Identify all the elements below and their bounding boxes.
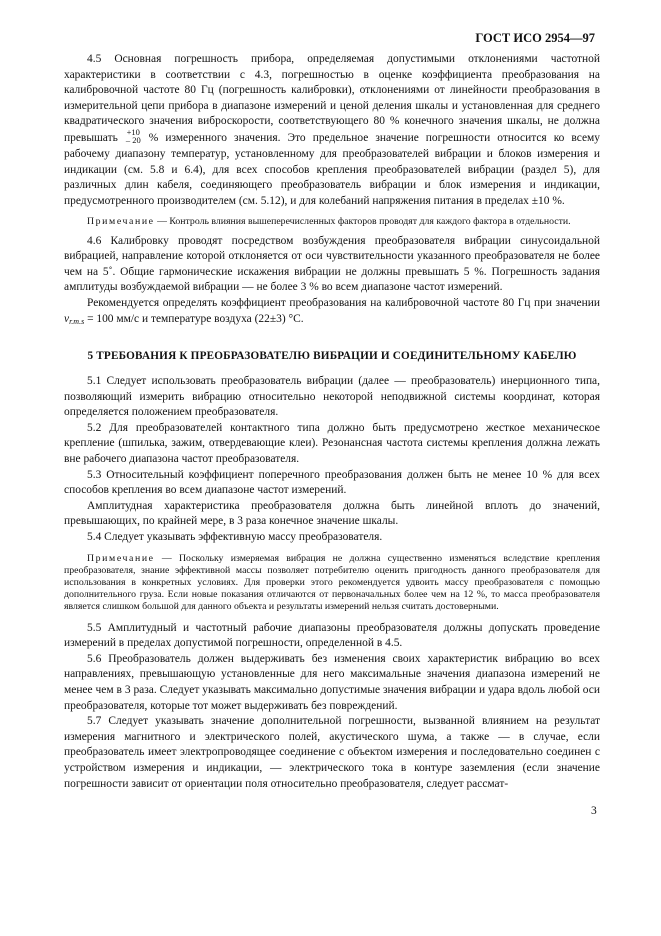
tolerance-fraction [126, 128, 141, 145]
tolerance-lower: – 20 [125, 135, 141, 146]
paragraph-4-6-recommendation [64, 296, 600, 329]
note-1 [64, 216, 600, 228]
paragraph-4-5-part-a: 4.5 Основная погрешность прибора, определяемая допустимыми отклонениями частотной характеристики в соответствии с 4.3, погрешностью в оценке коэффициента преобразования на калибровочной частоте 80 Гц (погрешность калибровки), отклонениями от линейности преобразования в измерительной цепи прибора в диапазоне измерений и ценой деления шкалы и установленная для среднего квадратического значения виброскорости, соответствующего 80 % конечного значения шкалы, не должна превышать [64, 53, 600, 145]
tolerance-upper: +10 [126, 126, 140, 137]
recommendation-part-b: = 100 мм/с и температуре воздуха (22±3) °С. [84, 312, 304, 325]
paragraph-5-3: 5.3 Относительный коэффициент поперечного преобразования должен быть не менее 10 % для всех способов крепления во всем диапазоне частот измерений. [64, 468, 600, 497]
paragraph-5-5: 5.5 Амплитудный и частотный рабочие диапазоны преобразователя должны допускать проведение измерений в пределах допустимой погрешности, определенной в 4.5. [64, 621, 600, 650]
note-2-label: Примечание [87, 552, 155, 564]
paragraph-5-4: 5.4 Следует указывать эффективную массу преобразователя. [87, 531, 383, 544]
page-number: 3 [591, 805, 597, 817]
recommendation-part-a: Рекомендуется определять коэффициент преобразования на калибровочной частоте 80 Гц при значении [87, 296, 600, 309]
velocity-subscript: r.m.s [69, 316, 85, 326]
note-2-text: — Поскольку измеряемая вибрация не должна существенно изменяться вследствие крепления преобразователя, знание эффективной массы позволяет потребителю оценить пригодность данного преобразователя для использования в конкретных условиях. Для проверки этого рекомендуется удвоить массу преобразователя с помощью дополнительного груза. Если новые показания отличаются от первоначальных более чем на 12 %, то масса преобразователя является слишком большой для данного объекта и результаты измерений нельзя считать достоверными. [64, 552, 600, 613]
note-1-text: — Контроль влияния вышеперечисленных факторов проводят для каждого фактора в отдельности. [154, 216, 571, 228]
paragraph-5-1: 5.1 Следует использовать преобразователь вибрации (далее — преобразователь) инерционного типа, позволяющий измерить вибрацию относительно некоторой неподвижной системы координат, которая определяется положением преобразователя. [64, 375, 600, 419]
paragraph-5-3-amplitude: Амплитудная характеристика преобразователя должна быть линейной вплоть до значений, превышающих, по крайней мере, в 3 раза конечное значение шкалы. [64, 499, 600, 528]
document-body [64, 52, 600, 792]
section-5-title: 5 ТРЕБОВАНИЯ К ПРЕОБРАЗОВАТЕЛЮ ВИБРАЦИИ И СОЕДИНИТЕЛЬНОМУ КАБЕЛЮ [87, 350, 577, 363]
paragraph-4-5-part-b: % измеренного значения. Это предельное значение погрешности относится ко всему рабочему диапазону температур, установленному для преобразователей вибрации и блоков измерения и индикации (см. 5.8 и 6.4), для всех способов крепления преобразователей вибрации (раздел 5), для различных длин кабеля, соединяющего преобразователь вибрации и блок измерения и индикации, предусмотренного производителем (см. 5.12), и для колебаний напряжения питания в пределах ±10 %. [64, 132, 601, 207]
document-header: ГОСТ ИСО 2954—97 [475, 31, 595, 45]
paragraph-5-6: 5.6 Преобразователь должен выдерживать без изменения своих характеристик вибрацию во всех направлениях, превышающую установленные для него максимальные значения диапазона измерений не менее чем в 3 раза. Следует указывать максимально допустимые значения вибрации и удара вдоль любой оси преобразователя, которые тот может выдерживать без повреждений. [64, 652, 600, 712]
paragraph-5-7: 5.7 Следует указывать значение дополнительной погрешности, вызванной влиянием на результат измерения магнитного и электрического полей, акустического шума, а также — в случае, если преобразователь имеет электропроводящее соединение с объектом измерения и последовательно соединен с устройством измерения и индикации, — электрического тока в контуре заземления (если значение погрешности зависит от ориентации поля относительно преобразователя, следует рассмат- [64, 715, 600, 790]
paragraph-4-5 [64, 52, 600, 209]
paragraph-4-6: 4.6 Калибровку проводят посредством возбуждения преобразователя вибрации синусоидальной вибрацией, направление которой отклоняется от оси чувствительности указанного преобразователя не более чем на 5˚. Общие гармонические искажения вибрации не должны превышать 5 %. Погрешность задания амплитуды возбуждаемой вибрации — не более 3 % во всем диапазоне частот измерений. [64, 234, 600, 294]
velocity-symbol: v [64, 312, 70, 325]
note-2 [64, 553, 600, 614]
paragraph-5-2: 5.2 Для преобразователей контактного типа должно быть предусмотрено жесткое механическое крепление (шпилька, зажим, отвердевающие клеи). Резонансная частота системы крепления должна лежать вне рабочего диапазона частот преобразователя. [64, 421, 600, 466]
note-1-label: Примечание [87, 216, 155, 228]
